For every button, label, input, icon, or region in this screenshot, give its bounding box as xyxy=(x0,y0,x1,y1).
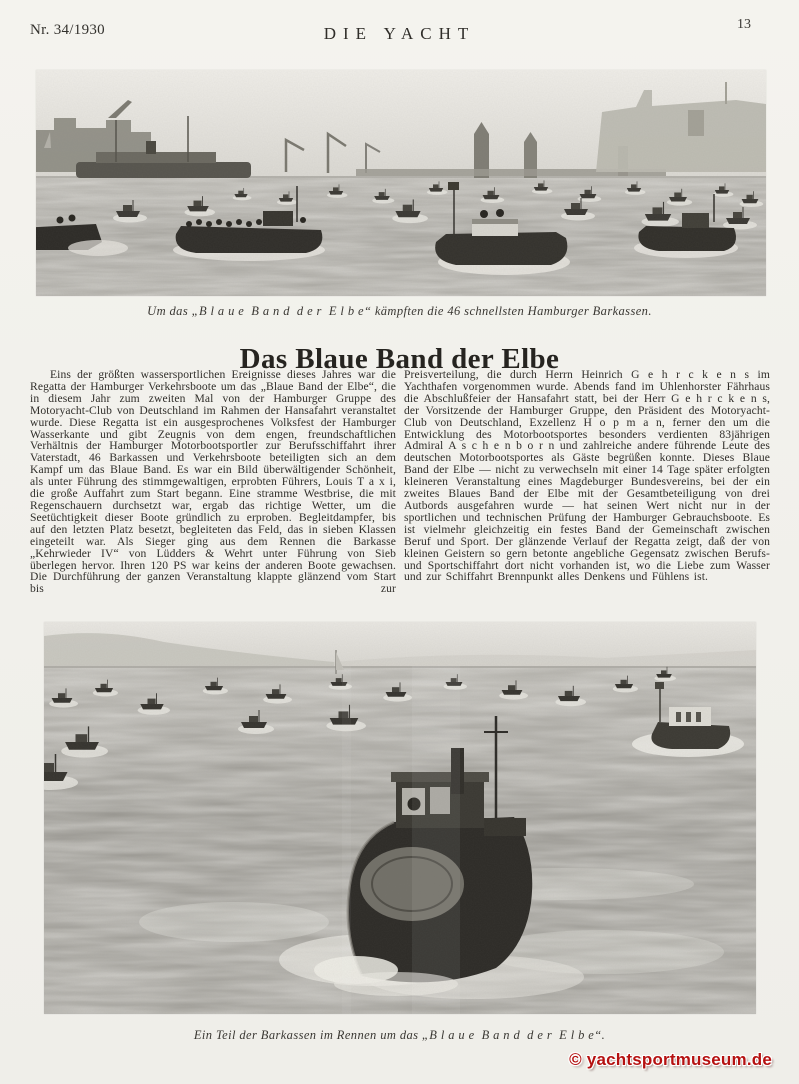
harbor-regatta-photo-art xyxy=(36,70,766,296)
masthead-title: DIE YACHT xyxy=(323,24,476,43)
article-column-left: Eins der größten wassersportlichen Ereignisse dieses Jahres war die Regatta der Hamburger Verkehrsboote um das „Blaue Band der Elbe“, die in diesem Jahr zum zweiten Mal von der Hamburger Gruppe des Motoryacht-Club von Deutschland im Rahmen der Hansafahrt veranstaltet wurde. Diese Regatta ist ein ausgesprochenes Volksfest der Hamburger Wasserkante und gibt Zeugnis von dem engen, freundschaftlichen Verhältnis der Hamburger Motorbootsportler zur Berufsschiffahrt ihrer Vaterstadt, 46 Barkassen und Verkehrsboote beteiligten sich an dem Kampf um das Blaue Band. Es war ein Bild überwältigender Schönheit, als unter Führung des stimmgewaltigen, erprobten Führers, Louis T a x i, die große Auffahrt zum Start begann. Eine stramme Westbrise, die mit Regenschauern durchsetzt war, ergab das richtige Wetter, um die Seetüchtigkeit dieser Boote gründlich zu erproben. Begleitdampfer, bis auf den letzten Platz besetzt, begleiteten das Feld, das in sieben Klassen eingeteilt war. Als Sieger ging aus dem Rennen die Barkasse „Kehrwieder IV“ von Lüdders & Wehrt unter Führung von Sieb überlegen hervor. Ihren 120 PS war keins der anderen Boote gewachsen. Die Durchführung der ganzen Veranstaltung klappte glänzend vom Start bis zur xyxy=(30,368,396,596)
article-column-right: Preisverteilung, die durch Herrn Heinrich G e h r c k e n s im Yachthafen vorgenommen wurde. Abends fand im Uhlenhorster Fährhaus die Abschlußfeier der Hansafahrt statt, bei der Herr G e h r c k e n s, der Vorsitzende der Hamburger Gruppe, den Präsident des Motoryacht-Club von Deutschland, Exzellenz H o p m a n, ferner den um die Entwicklung des Motorbootsportes besonders verdienten 83jährigen Admiral A s c h e n b o r n und zahlreiche andere führende Leute des deutschen Motorbootsportes als Gäste begrüßen konnte. Dieses Blaue Band der Elbe — nicht zu verwechseln mit einer 14 Tage später erfolgten kleineren Veranstaltung eines Magdeburger Bundesvereins, bei der ein zweites Blaues Band der Elbe mit der Gesamtbeteiligung von drei Autbords ausgefahren wurde — hat seinen Wert nicht nur in der sportlichen und technischen Prüfung der Hamburger Gebrauchsboote. Es ist vielmehr gleichzeitig ein festes Band der Gemeinschaft zwischen Beruf und Sport. Der glänzende Verlauf der Regatta zeigt, daß der von kleinen Geistern so gern betonte angebliche Gegensatz zwischen Berufs- und Sportschiffahrt dort nicht vorhanden ist, wo die Liebe zum Wasser und zur Schiffahrt Brennpunkt alles Denkens und Fühlens ist. xyxy=(404,368,770,584)
watermark-credit: © yachtsportmuseum.de xyxy=(569,1050,772,1069)
issue-number: Nr. 34/1930 xyxy=(30,22,105,38)
article-title: Das Blaue Band der Elbe xyxy=(239,343,560,376)
photo-caption-bottom: Ein Teil der Barkassen im Rennen um das „B l a u e B a n d d e r E l b e“. xyxy=(193,1028,606,1042)
page-number: 13 xyxy=(737,17,751,32)
photo-caption-top: Um das „B l a u e B a n d d e r E l b e“ kämpften die 46 schnellsten Hamburger Barkassen. xyxy=(147,304,652,318)
harbor-regatta-photo xyxy=(36,70,766,296)
barkasse-race-photo-art xyxy=(44,622,756,1014)
barkasse-race-photo xyxy=(44,622,756,1014)
